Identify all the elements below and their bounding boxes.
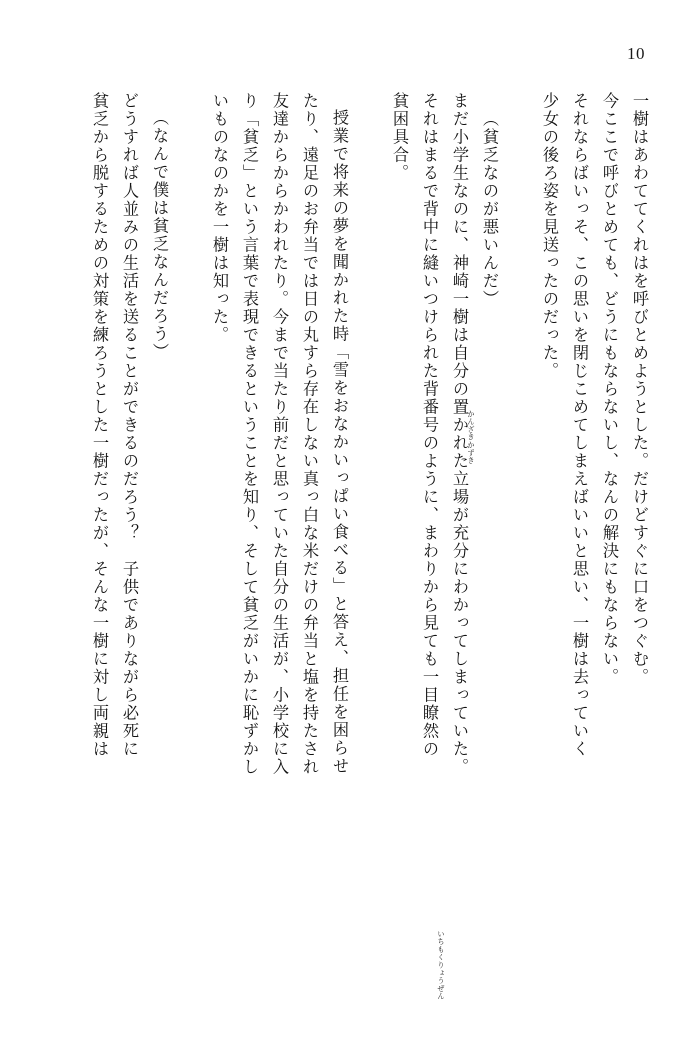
text-column: り「貧乏」という言葉で表現できるということを知り、そして貧乏がいかに恥ずかし (240, 92, 259, 776)
text-column: どうすれば人並みの生活を送ることができるのだろう？ 子供でありながら必死に (120, 92, 139, 758)
text-column: それならばいっそ、この思いを閉じこめてしまえばいいと思い、一樹は去っていく (570, 92, 589, 758)
text-column: 友達からからかわれたり。今まで当たり前だと思っていた自分の生活が、小学校に入 (270, 92, 289, 776)
text-column: いものなのかを一樹は知った。 (210, 92, 229, 344)
ruby-annotation: かんざきかずき (467, 410, 476, 465)
text-column: 今ここで呼びとめても、どうにもならないし、なんの解決にもならない。 (600, 92, 619, 686)
text-column: 貧乏から脱するための対策を練ろうとした一樹だったが、そんな一樹に対し両親は (90, 92, 109, 758)
vertical-text-block (48, 92, 649, 1001)
text-column-content: それはまるで背中に縫いつけられた背番号のように、まわりから見ても一目瞭然の (420, 92, 439, 758)
text-column (437, 92, 476, 992)
text-column: （貧乏なのが悪いんだ） (480, 110, 499, 308)
text-column (407, 92, 446, 1001)
text-column-spacer (497, 92, 527, 992)
text-column-spacer (167, 92, 197, 992)
text-column: 一樹はあわててくれはを呼びとめようとした。だけどすぐに口をつぐむ。 (630, 92, 649, 686)
text-column: 授業で将来の夢を聞かれた時「雪をおなかいっぱい食べる」と答え、担任を困らせ (330, 109, 349, 775)
text-column: 少女の後ろ姿を見送ったのだった。 (540, 92, 559, 380)
page-number: 10 (627, 44, 645, 63)
text-column: （なんで僕は貧乏なんだろう） (150, 109, 169, 361)
ruby-annotation: いちもくりょうぜん (437, 930, 446, 1001)
text-column: たり、遠足のお弁当では日の丸すら存在しない真っ白な米だけの弁当と塩を持たされ (300, 92, 319, 776)
text-column-content: まだ小学生なのに、神崎一樹は自分の置かれた立場が充分にわかってしまっていた。 (450, 92, 469, 776)
text-column-spacer (347, 92, 377, 992)
text-column: 貧困具合。 (390, 92, 409, 182)
